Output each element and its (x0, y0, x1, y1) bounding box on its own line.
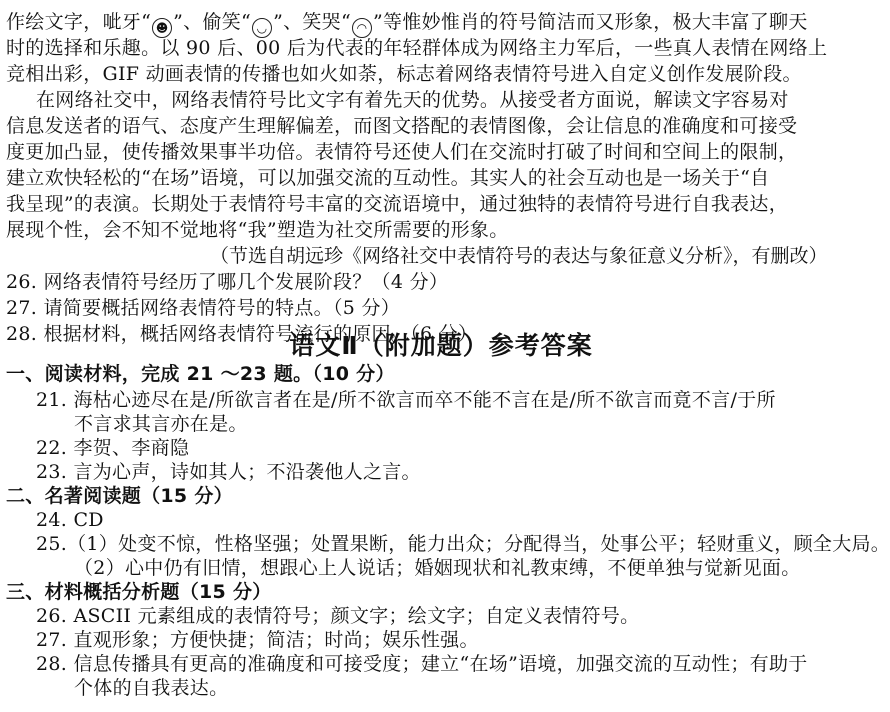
answer-22: 22. 李贺、李商隐 (36, 437, 190, 459)
passage-text: ”等惟妙惟肖的符号简洁而又形象，极大丰富了聊天 (373, 11, 808, 33)
passage-text: ”、笑哭“ (273, 11, 351, 33)
smirk-emoji-icon: ◡ (252, 18, 272, 38)
answer-21-line-1: 21. 海枯心迹尽在是/所欲言者在是/所不欲言而卒不能不言在是/所不欲言而竟不言/于所 (36, 389, 776, 411)
answer-28-line-2: 个体的自我表达。 (74, 677, 229, 699)
answer-24: 24. CD (36, 509, 104, 531)
tears-of-joy-emoji-icon: ◠ (352, 18, 372, 38)
passage-line-7: 建立欢快轻松的“在场”语境，可以加强交流的互动性。其实人的社会互动也是一场关于“自 (6, 167, 770, 189)
question-28: 28. 根据材料，概括网络表情符号流行的原因。（6 分） (6, 323, 478, 345)
passage-line-5: 信息发送者的语气、态度产生理解偏差，而图文搭配的表情图像，会让信息的准确度和可接受 (6, 115, 798, 137)
section-1-heading: 一、阅读材料，完成 21 ～23 题。（10 分） (6, 363, 395, 385)
passage-line-3: 竞相出彩，GIF 动画表情的传播也如火如荼，标志着网络表情符号进入自定义创作发展阶段。 (6, 63, 802, 85)
answer-25-line-2: （2）心中仍有旧情，想跟心上人说话；婚姻现状和礼教束缚，不便单独与觉新见面。 (74, 557, 801, 579)
answer-26: 26. ASCII 元素组成的表情符号；颜文字；绘文字；自定义表情符号。 (36, 605, 640, 627)
passage-line-8: 我呈现”的表演。长期处于表情符号丰富的交流语境中，通过独特的表情符号进行自我表达， (6, 193, 789, 215)
answer-28-line-1: 28. 信息传播具有更高的准确度和可接受度；建立“在场”语境，加强交流的互动性；有助于 (36, 653, 808, 675)
answer-23: 23. 言为心声，诗如其人；不沿袭他人之言。 (36, 461, 421, 483)
passage-text: ”、偷笑“ (173, 11, 252, 33)
question-27: 27. 请简要概括网络表情符号的特点。（5 分） (6, 297, 401, 319)
answer-27: 27. 直观形象；方便快捷；简洁；时尚；娱乐性强。 (36, 629, 479, 651)
passage-line-1 (6, 10, 874, 34)
passage-source: （节选自胡远珍《网络社交中表情符号的表达与象征意义分析》，有删改） (210, 245, 828, 267)
answer-21-line-2: 不言求其言亦在是。 (74, 413, 248, 435)
passage-text: 作绘文字，呲牙“ (6, 11, 152, 33)
passage-line-2: 时的选择和乐趣。以 90 后、00 后为代表的年轻群体成为网络主力军后，一些真人表情在网络上 (6, 37, 828, 59)
answer-title: 语文Ⅱ（附加题）参考答案 (289, 331, 593, 360)
passage-line-6: 度更加凸显，使传播效果事半功倍。表情符号还使人们在交流时打破了时间和空间上的限制， (6, 141, 798, 163)
passage-line-4: 在网络社交中，网络表情符号比文字有着先天的优势。从接受者方面说，解读文字容易对 (36, 89, 789, 111)
section-2-heading: 二、名著阅读题（15 分） (6, 485, 233, 507)
question-26: 26. 网络表情符号经历了哪几个发展阶段？（4 分） (6, 271, 449, 293)
answer-25-line-1: 25.（1）处变不惊，性格坚强；处置果断，能力出众；分配得当，处事公平；轻财重义，顾全大局。 (36, 533, 890, 555)
section-3-heading: 三、材料概括分析题（15 分） (6, 581, 272, 603)
passage-line-9: 展现个性，会不知不觉地将“我”塑造为社交所需要的形象。 (6, 219, 509, 241)
grin-emoji-icon: ☻ (152, 18, 172, 38)
